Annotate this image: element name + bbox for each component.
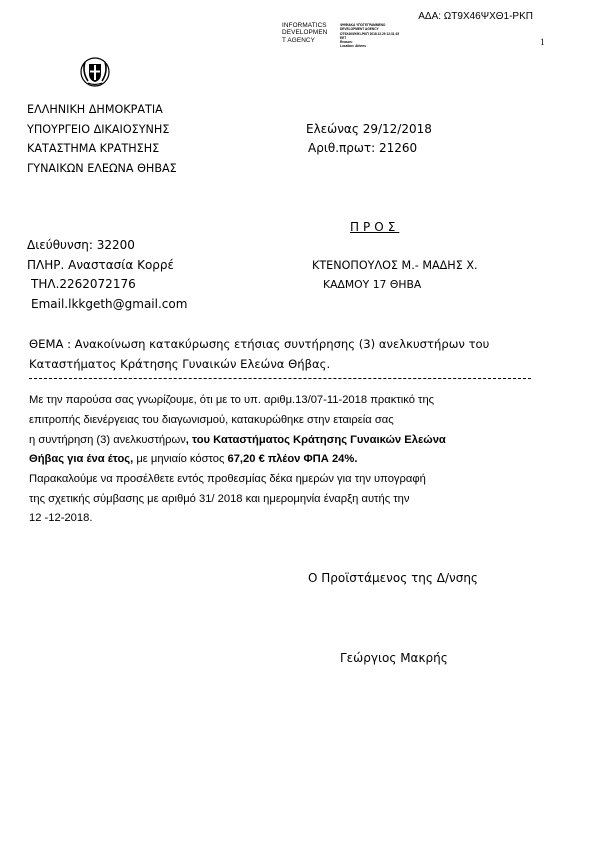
greek-coat-of-arms-icon [80,57,110,87]
address-email: Email.lkkgeth@gmail.com [31,297,188,311]
agency-line: INFORMATICS [282,22,327,29]
protocol-number: Αριθ.πρωτ: 21260 [308,141,418,155]
agency-line: T AGENCY [282,36,315,44]
stamp-detail-line: EET [340,35,347,40]
ada-code: ΑΔΑ: ΩΤ9Χ46ΨΧΘ1-ΡΚΠ [418,11,533,22]
header-line: ΓΥΝΑΙΚΩΝ ΕΛΕΩΝΑ ΘΗΒΑΣ [27,162,177,175]
body-line: Με την παρούσα σας γνωρίζουμε, ότι με το υπ. αριθμ.13/07-11-2018 πρακτικό της [29,394,435,406]
digital-signature-details [340,23,399,49]
body-line: 12 -12-2018. [29,512,93,524]
agency-line: DEVELOPMEN [282,29,328,37]
stamp-detail-line: ΨΗΦΙΑΚΑ ΥΠΟΓΕΓΡΑΜΜΕΝΟ [340,23,386,27]
body-bold-text: 67,20 € πλέον ΦΠΑ 24%. [227,453,358,465]
pros-heading: ΠΡΟΣ [350,220,400,234]
body-line [29,434,446,446]
header-line: ΚΑΤΑΣΤΗΜΑ ΚΡΑΤΗΣΗΣ [27,142,160,155]
recipient-address: ΚΑΔΜΟΥ 17 ΘΗΒΑ [323,278,422,291]
body-bold-text: , του Καταστήματος Κράτησης Γυναικών Ελεώνα [185,434,446,446]
address-info: ΠΛΗΡ. Αναστασία Κορρέ [27,258,175,272]
recipient-name: ΚΤΕΝΟΠΟΥΛΟΣ Μ.- ΜΑΔΗΣ Χ. [312,259,478,272]
body-bold-text: Θήβας για ένα έτος, [29,453,134,465]
stamp-detail-line: Location: Athens [340,44,366,49]
address-street: Διεύθυνση: 32200 [27,238,135,252]
stamp-detail-line: Reason: [340,40,353,45]
digital-signature-agency [282,22,327,44]
subject-line: Καταστήματος Κράτησης Γυναικών Ελεώνα Θήβας. [29,357,331,371]
signature-title: Ο Προϊστάμενος της Δ/νσης [308,571,478,585]
stamp-detail-line: DEVELOPMENT AGENCY [340,27,379,32]
header-line: ΕΛΛΗΝΙΚΗ ΔΗΜΟΚΡΑΤΙΑ [27,103,163,116]
body-line: Παρακαλούμε να προσέλθετε εντός προθεσμίας δέκα ημερών για την υπογραφή [29,473,426,485]
body-line: της σχετικής σύμβασης με αριθμό 31/ 2018 και ημερομηνία έναρξη αυτής την [29,493,410,505]
address-phone: ΤΗΛ.2262072176 [31,277,136,291]
signature-name: Γεώργιος Μακρής [340,651,448,665]
body-line [29,453,357,465]
stamp-detail-line: ΩΤ9Χ46ΨΧΘ1-ΡΚΠ 2018.12.29 12:31:15 [340,31,400,36]
body-line: επιτροπής διενέργειας του διαγωνισμού, κατακυρώθηκε στην εταιρεία σας [29,414,394,426]
place-date: Ελεώνας 29/12/2018 [306,122,432,136]
subject-line: ΘΕΜΑ : Ανακοίνωση κατακύρωσης ετήσιας συντήρησης (3) ανελκυστήρων του [29,337,490,351]
page-mark: 1 [540,37,545,47]
body-text: με μηνιαίο κόστος [133,453,228,465]
header-line: ΥΠΟΥΡΓΕΙΟ ΔΙΚΑΙΟΣΥΝΗΣ [27,123,170,136]
dashed-separator [29,378,531,379]
body-text: η συντήρηση (3) ανελκυστήρων [29,434,186,446]
